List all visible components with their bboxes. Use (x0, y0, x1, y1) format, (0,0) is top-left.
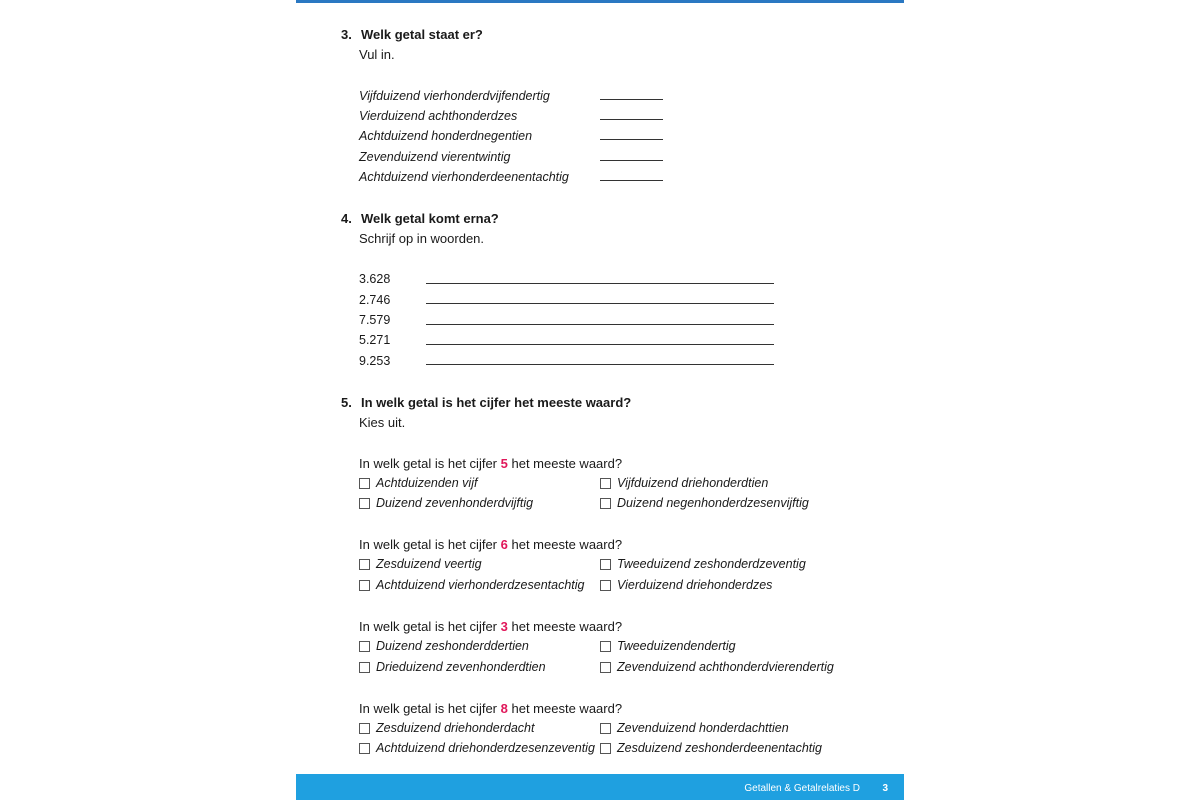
q3-item-5: Achtduizend vierhonderdeenentachtig (359, 170, 569, 184)
q5-group-2-suffix: het meeste waard? (511, 537, 623, 552)
checkbox-icon[interactable] (359, 498, 370, 509)
q5-group-4-digit: 8 (500, 701, 508, 716)
option-label: Achtduizend driehonderdzesenzeventig (376, 741, 595, 755)
checkbox-icon[interactable] (359, 641, 370, 652)
checkbox-icon[interactable] (600, 743, 611, 754)
option-label: Vijfduizend driehonderdtien (617, 476, 769, 490)
q5-group-1-prefix: In welk getal is het cijfer (359, 456, 498, 471)
page-number: 3 (882, 783, 888, 794)
option-label: Zesduizend driehonderdacht (376, 721, 535, 735)
q5-group-3-option-1[interactable] (359, 637, 529, 655)
q5-group-3-option-3[interactable] (359, 658, 546, 676)
q4-item-2: 2.746 (359, 293, 391, 307)
checkbox-icon[interactable] (600, 580, 611, 591)
q4-answer-line-4[interactable] (426, 344, 774, 345)
q5-group-1-question (359, 456, 622, 471)
checkbox-icon[interactable] (600, 662, 611, 673)
q4-item-4: 5.271 (359, 333, 391, 347)
q5-group-2-option-3[interactable] (359, 576, 584, 594)
q5-group-3-question (359, 619, 622, 634)
q3-number: 3. (341, 27, 352, 42)
checkbox-icon[interactable] (359, 662, 370, 673)
option-label: Achtduizenden vijf (376, 476, 478, 490)
q4-title (341, 211, 499, 226)
option-label: Zesduizend veertig (376, 557, 482, 571)
q5-group-1-digit: 5 (500, 456, 508, 471)
option-label: Zevenduizend honderdachttien (617, 721, 789, 735)
q5-group-4-suffix: het meeste waard? (511, 701, 623, 716)
q5-number: 5. (341, 395, 352, 410)
checkbox-icon[interactable] (600, 478, 611, 489)
checkbox-icon[interactable] (359, 478, 370, 489)
option-label: Tweeduizendendertig (617, 639, 736, 653)
top-rule (296, 0, 904, 3)
q4-item-3: 7.579 (359, 313, 391, 327)
q3-answer-line-1[interactable] (600, 99, 663, 100)
q4-item-1: 3.628 (359, 272, 391, 286)
q3-answer-line-5[interactable] (600, 180, 663, 181)
q5-group-2-option-2[interactable] (600, 555, 806, 573)
checkbox-icon[interactable] (359, 580, 370, 591)
q5-group-1-option-1[interactable] (359, 474, 477, 492)
q3-item-3: Achtduizend honderdnegentien (359, 129, 533, 143)
checkbox-icon[interactable] (359, 723, 370, 734)
q5-group-3-prefix: In welk getal is het cijfer (359, 619, 498, 634)
q3-item-2: Vierduizend achthonderdzes (359, 109, 518, 123)
option-label: Duizend zevenhonderdvijftig (376, 496, 534, 510)
q5-group-2-option-1[interactable] (359, 555, 482, 573)
q4-number: 4. (341, 211, 352, 226)
q5-group-4-option-4[interactable] (600, 739, 822, 757)
q5-group-3-option-2[interactable] (600, 637, 736, 655)
q3-answer-line-3[interactable] (600, 139, 663, 140)
q4-answer-line-5[interactable] (426, 364, 774, 365)
q4-instruction: Schrijf op in woorden. (359, 231, 485, 246)
q4-item-5: 9.253 (359, 354, 391, 368)
option-label: Vierduizend driehonderdzes (617, 578, 773, 592)
q5-group-2-prefix: In welk getal is het cijfer (359, 537, 498, 552)
checkbox-icon[interactable] (600, 641, 611, 652)
checkbox-icon[interactable] (359, 559, 370, 570)
q3-item-1: Vijfduizend vierhonderdvijfendertig (359, 89, 550, 103)
q5-group-1-option-2[interactable] (600, 474, 768, 492)
checkbox-icon[interactable] (359, 743, 370, 754)
q3-item-4: Zevenduizend vierentwintig (359, 150, 511, 164)
q3-title (341, 27, 483, 42)
q5-group-2-digit: 6 (500, 537, 508, 552)
q5-group-4-option-3[interactable] (359, 739, 595, 757)
q5-group-4-question (359, 701, 622, 716)
q5-title (341, 395, 631, 410)
option-label: Duizend negenhonderdzesenvijftig (617, 496, 809, 510)
q5-group-4-option-1[interactable] (359, 719, 534, 737)
q4-answer-line-1[interactable] (426, 283, 774, 284)
footer-title: Getallen & Getalrelaties D (744, 783, 860, 794)
q5-group-1-option-4[interactable] (600, 494, 809, 512)
option-label: Tweeduizend zeshonderdzeventig (617, 557, 806, 571)
q5-instruction: Kies uit. (359, 415, 406, 430)
q3-instruction: Vul in. (359, 47, 395, 62)
q5-group-4-prefix: In welk getal is het cijfer (359, 701, 498, 716)
q3-answer-line-2[interactable] (600, 119, 663, 120)
q5-group-1-option-3[interactable] (359, 494, 533, 512)
option-label: Drieduizend zevenhonderdtien (376, 660, 546, 674)
q4-answer-line-3[interactable] (426, 324, 774, 325)
checkbox-icon[interactable] (600, 498, 611, 509)
q3-title-text: Welk getal staat er? (361, 27, 483, 42)
q4-title-text: Welk getal komt erna? (361, 211, 499, 226)
checkbox-icon[interactable] (600, 559, 611, 570)
q5-group-2-option-4[interactable] (600, 576, 772, 594)
q5-group-4-option-2[interactable] (600, 719, 789, 737)
checkbox-icon[interactable] (600, 723, 611, 734)
q4-answer-line-2[interactable] (426, 303, 774, 304)
q5-group-3-option-4[interactable] (600, 658, 834, 676)
option-label: Achtduizend vierhonderdzesentachtig (376, 578, 585, 592)
q5-title-text: In welk getal is het cijfer het meeste waard? (361, 395, 632, 410)
option-label: Zevenduizend achthonderdvierendertig (617, 660, 834, 674)
q3-answer-line-4[interactable] (600, 160, 663, 161)
option-label: Duizend zeshonderddertien (376, 639, 529, 653)
q5-group-1-suffix: het meeste waard? (511, 456, 623, 471)
option-label: Zesduizend zeshonderdeenentachtig (617, 741, 823, 755)
footer-bar (296, 774, 904, 800)
q5-group-3-digit: 3 (500, 619, 508, 634)
q5-group-2-question (359, 537, 622, 552)
q5-group-3-suffix: het meeste waard? (511, 619, 623, 634)
